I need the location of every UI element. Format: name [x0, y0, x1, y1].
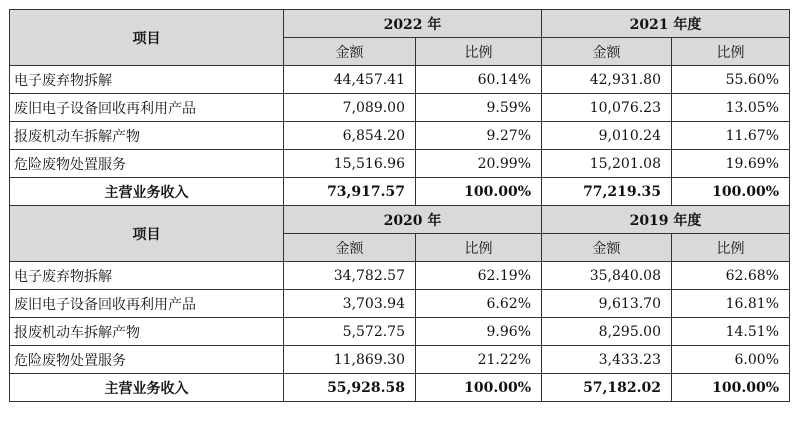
- total-row: [10, 374, 790, 402]
- total-ratio-cell: 100.00%: [416, 178, 542, 206]
- ratio-cell: 14.51%: [672, 318, 790, 346]
- table-row: [10, 150, 790, 178]
- ratio-cell: 11.67%: [672, 122, 790, 150]
- ratio-cell: 9.96%: [416, 318, 542, 346]
- amount-cell: 7,089.00: [284, 94, 416, 122]
- row-label: 废旧电子设备回收再利用产品: [10, 290, 284, 318]
- table-row: [10, 262, 790, 290]
- revenue-breakdown-table: [9, 9, 790, 402]
- amount-cell: 5,572.75: [284, 318, 416, 346]
- ratio-cell: 9.59%: [416, 94, 542, 122]
- block-2-year-header-row: [10, 206, 790, 234]
- amount-cell: 6,854.20: [284, 122, 416, 150]
- amount-header: 金额: [284, 234, 416, 262]
- revenue-table-container: [9, 9, 789, 402]
- ratio-cell: 20.99%: [416, 150, 542, 178]
- amount-header: 金额: [542, 38, 672, 66]
- table-row: [10, 346, 790, 374]
- ratio-cell: 21.22%: [416, 346, 542, 374]
- row-label: 废旧电子设备回收再利用产品: [10, 94, 284, 122]
- total-amount-cell: 77,219.35: [542, 178, 672, 206]
- total-amount-cell: 55,928.58: [284, 374, 416, 402]
- amount-cell: 8,295.00: [542, 318, 672, 346]
- ratio-header: 比例: [672, 38, 790, 66]
- ratio-cell: 19.69%: [672, 150, 790, 178]
- table-row: [10, 94, 790, 122]
- amount-cell: 9,010.24: [542, 122, 672, 150]
- ratio-header: 比例: [416, 234, 542, 262]
- amount-header: 金额: [284, 38, 416, 66]
- amount-cell: 10,076.23: [542, 94, 672, 122]
- ratio-cell: 13.05%: [672, 94, 790, 122]
- total-ratio-cell: 100.00%: [672, 374, 790, 402]
- block-1-year-header-row: [10, 10, 790, 38]
- total-row: [10, 178, 790, 206]
- amount-cell: 11,869.30: [284, 346, 416, 374]
- ratio-header: 比例: [672, 234, 790, 262]
- ratio-cell: 9.27%: [416, 122, 542, 150]
- total-ratio-cell: 100.00%: [416, 374, 542, 402]
- ratio-cell: 60.14%: [416, 66, 542, 94]
- row-label: 电子废弃物拆解: [10, 66, 284, 94]
- amount-cell: 15,201.08: [542, 150, 672, 178]
- year-header-2021: 2021 年度: [542, 10, 790, 38]
- ratio-cell: 62.19%: [416, 262, 542, 290]
- amount-cell: 9,613.70: [542, 290, 672, 318]
- amount-cell: 35,840.08: [542, 262, 672, 290]
- row-label: 危险废物处置服务: [10, 346, 284, 374]
- total-ratio-cell: 100.00%: [672, 178, 790, 206]
- amount-cell: 15,516.96: [284, 150, 416, 178]
- item-column-header: 项目: [10, 10, 284, 66]
- table-row: [10, 66, 790, 94]
- total-amount-cell: 73,917.57: [284, 178, 416, 206]
- ratio-cell: 62.68%: [672, 262, 790, 290]
- row-label: 报废机动车拆解产物: [10, 318, 284, 346]
- total-amount-cell: 57,182.02: [542, 374, 672, 402]
- year-header-2022: 2022 年: [284, 10, 542, 38]
- year-header-2020: 2020 年: [284, 206, 542, 234]
- amount-cell: 34,782.57: [284, 262, 416, 290]
- amount-header: 金额: [542, 234, 672, 262]
- ratio-cell: 55.60%: [672, 66, 790, 94]
- ratio-header: 比例: [416, 38, 542, 66]
- row-label: 危险废物处置服务: [10, 150, 284, 178]
- amount-cell: 3,433.23: [542, 346, 672, 374]
- ratio-cell: 6.00%: [672, 346, 790, 374]
- amount-cell: 44,457.41: [284, 66, 416, 94]
- table-row: [10, 290, 790, 318]
- year-header-2019: 2019 年度: [542, 206, 790, 234]
- total-label: 主营业务收入: [10, 374, 284, 402]
- row-label: 电子废弃物拆解: [10, 262, 284, 290]
- amount-cell: 42,931.80: [542, 66, 672, 94]
- ratio-cell: 16.81%: [672, 290, 790, 318]
- amount-cell: 3,703.94: [284, 290, 416, 318]
- table-row: [10, 122, 790, 150]
- total-label: 主营业务收入: [10, 178, 284, 206]
- row-label: 报废机动车拆解产物: [10, 122, 284, 150]
- table-row: [10, 318, 790, 346]
- ratio-cell: 6.62%: [416, 290, 542, 318]
- item-column-header: 项目: [10, 206, 284, 262]
